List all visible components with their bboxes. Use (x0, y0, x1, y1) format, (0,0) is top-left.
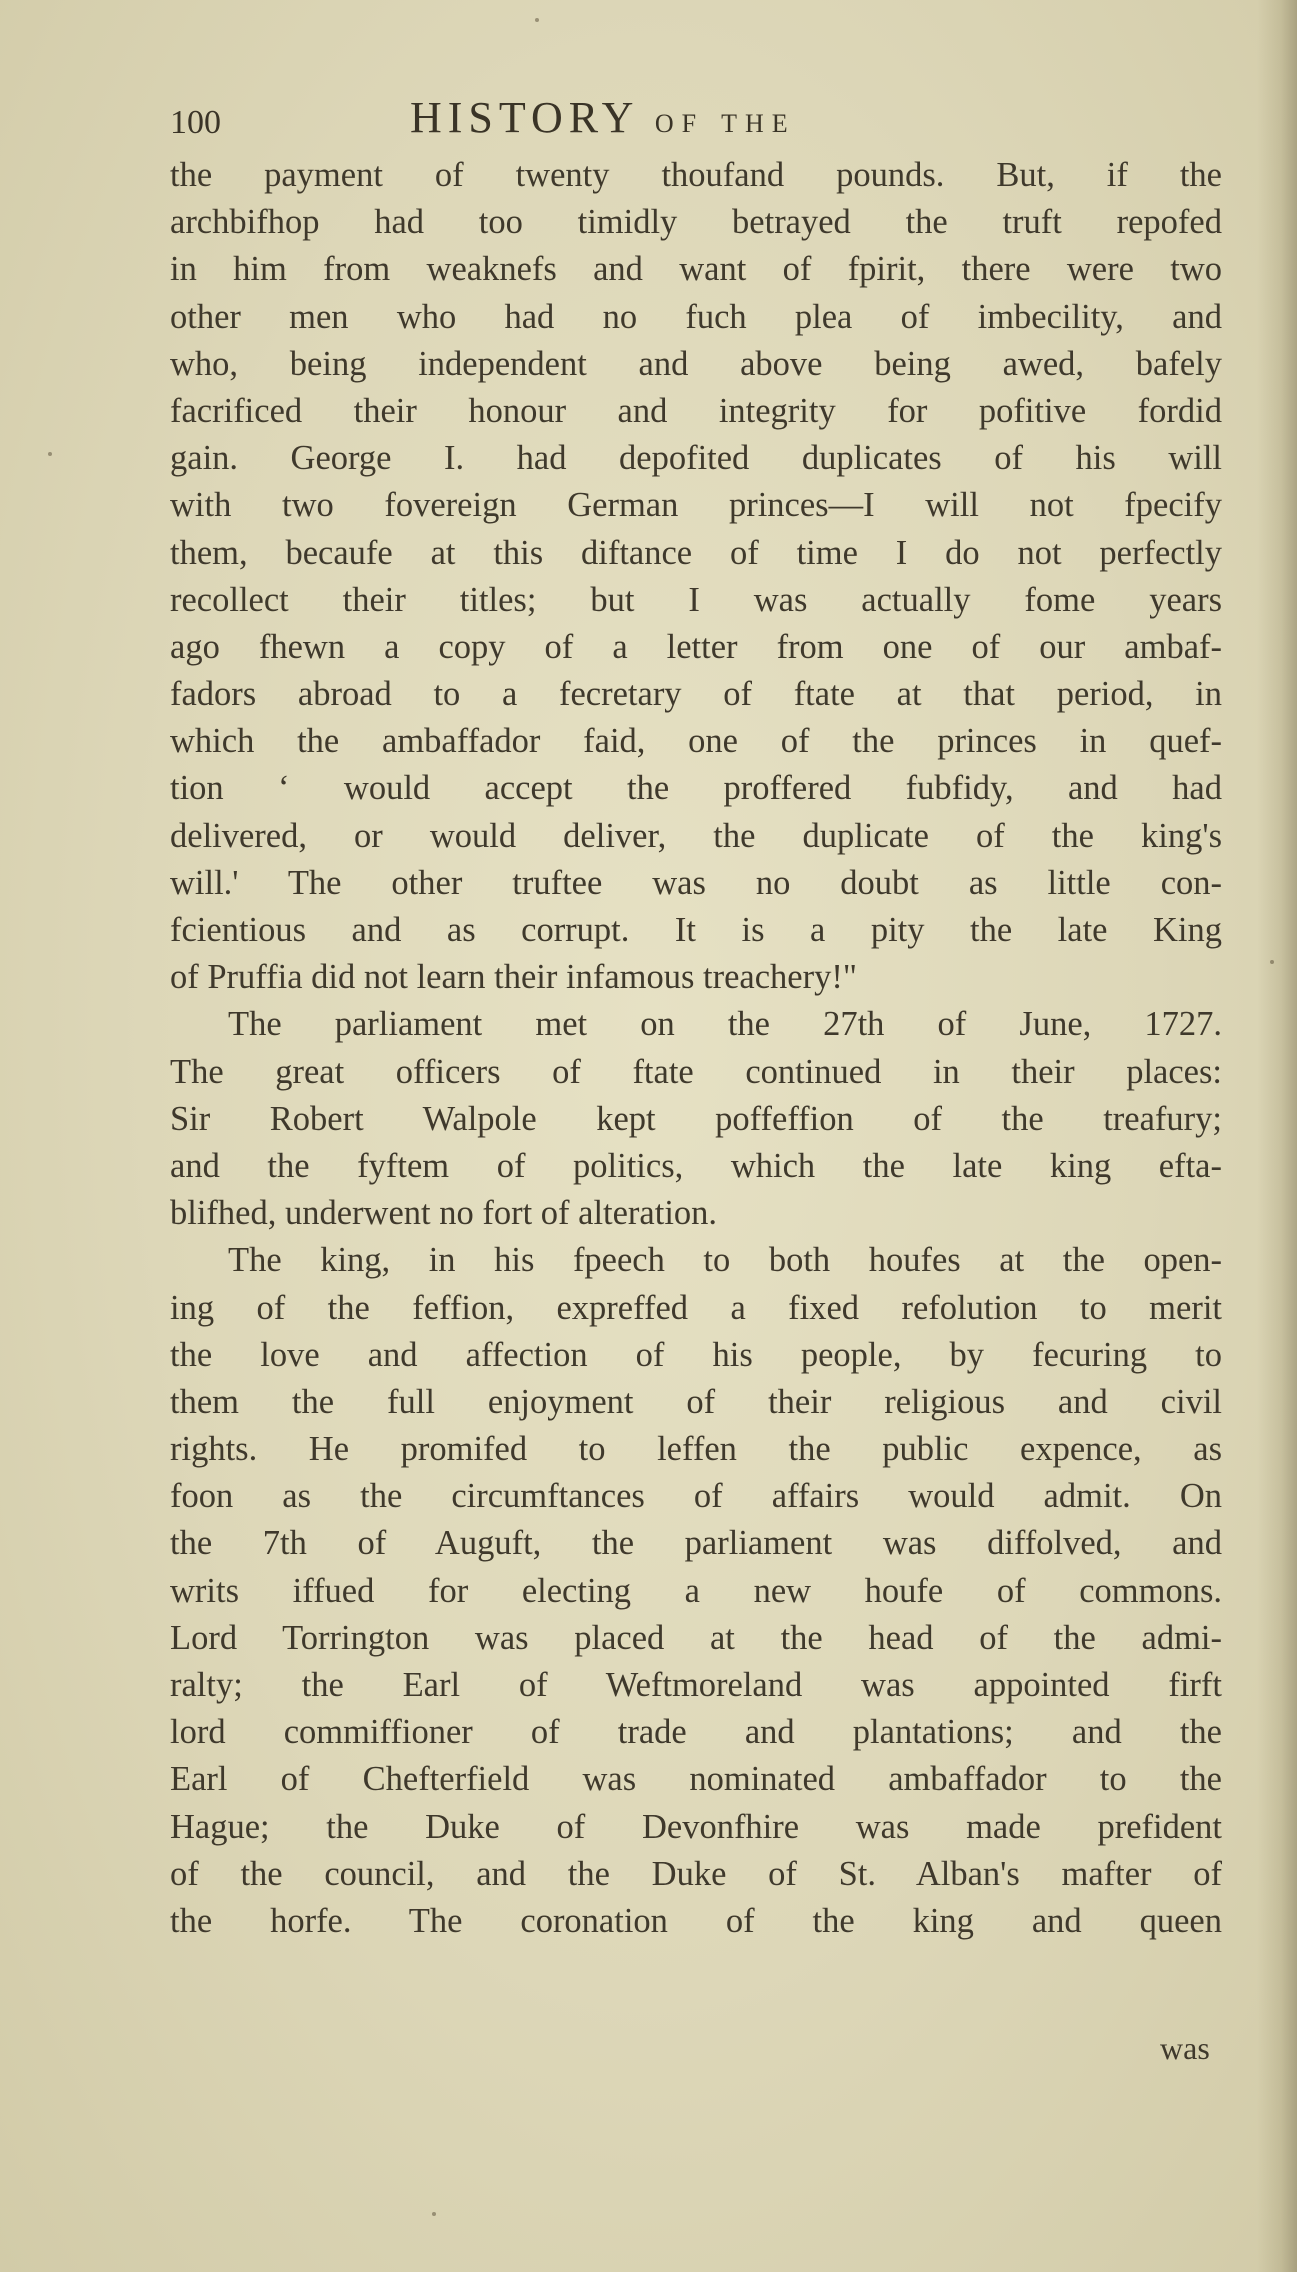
text-line: in him from weaknefs and want of fpirit, there were two (170, 250, 1222, 289)
body-text (170, 152, 1222, 1945)
title-of: OF (654, 109, 705, 138)
text-line: Earl of Chefterfield was nominated ambaffador to the (170, 1760, 1222, 1799)
paper-speck (48, 452, 52, 456)
text-line: them, becaufe at this diftance of time I do not perfectly (170, 533, 1222, 572)
paragraph-start-line: The parliament met on the 27th of June, 1727. (228, 1005, 1222, 1044)
text-line: tion ‘ would accept the proffered fubfidy, and had (170, 769, 1222, 808)
text-line: ago fhewn a copy of a letter from one of our ambaf- (170, 627, 1222, 666)
text-line: and the fyftem of politics, which the late king efta- (170, 1146, 1222, 1185)
running-header (170, 88, 1170, 148)
text-line: them the full enjoyment of their religious and civil (170, 1382, 1222, 1421)
text-line: the horfe. The coronation of the king and queen (170, 1901, 1222, 1940)
text-line: of Pruffia did not learn their infamous treachery!" (170, 958, 857, 997)
text-line: the 7th of Auguft, the parliament was diffolved, and (170, 1524, 1222, 1563)
text-line: the payment of twenty thoufand pounds. But, if the (170, 156, 1222, 194)
text-line: the love and affection of his people, by fecuring to (170, 1335, 1222, 1374)
text-line: will.' The other truftee was no doubt as little con- (170, 863, 1222, 902)
text-line: Lord Torrington was placed at the head of the admi- (170, 1618, 1222, 1657)
text-line: gain. George I. had depofited duplicates of his will (170, 439, 1222, 478)
catchword: was (1160, 2030, 1210, 2066)
text-line: with two fovereign German princes—I will not fpecify (170, 486, 1222, 525)
text-line: archbifhop had too timidly betrayed the truft repofed (170, 203, 1222, 242)
text-line: lord commiffioner of trade and plantations; and the (170, 1713, 1222, 1752)
text-line: The great officers of ftate continued in their places: (170, 1052, 1222, 1091)
text-line: writs iffued for electing a new houfe of commons. (170, 1571, 1222, 1610)
text-line: fadors abroad to a fecretary of ftate at that period, in (170, 675, 1222, 714)
page-number: 100 (170, 104, 221, 141)
paper-speck (1270, 960, 1274, 964)
text-line: recollect their titles; but I was actually fome years (170, 580, 1222, 619)
title-main: HISTORY (410, 93, 638, 142)
page-edge-shadow (1257, 0, 1297, 2272)
text-line: of the council, and the Duke of St. Alban's mafter of (170, 1854, 1222, 1893)
text-line: who, being independent and above being awed, bafely (170, 344, 1222, 383)
text-line: Hague; the Duke of Devonfhire was made prefident (170, 1807, 1222, 1846)
text-line: other men who had no fuch plea of imbecility, and (170, 297, 1222, 336)
text-line: facrificed their honour and integrity for pofitive fordid (170, 391, 1222, 430)
text-line: ing of the feffion, expreffed a fixed refolution to merit (170, 1288, 1222, 1327)
running-title (410, 92, 796, 143)
text-line: rights. He promifed to leffen the public expence, as (170, 1430, 1222, 1469)
text-line: ralty; the Earl of Weftmoreland was appointed firft (170, 1666, 1222, 1704)
text-line: which the ambaffador faid, one of the princes in quef- (170, 722, 1222, 761)
text-line: delivered, or would deliver, the duplicate of the king's (170, 816, 1222, 855)
title-the: THE (721, 109, 796, 138)
text-line: Sir Robert Walpole kept poffeffion of the treafury; (170, 1099, 1222, 1138)
paragraph-start-line: The king, in his fpeech to both houfes at the open- (228, 1241, 1222, 1280)
text-line: fcientious and as corrupt. It is a pity the late King (170, 911, 1222, 949)
paper-speck (432, 2212, 436, 2216)
paper-speck (535, 18, 539, 22)
text-line: foon as the circumftances of affairs would admit. On (170, 1477, 1222, 1516)
text-line: blifhed, underwent no fort of alteration. (170, 1194, 718, 1233)
